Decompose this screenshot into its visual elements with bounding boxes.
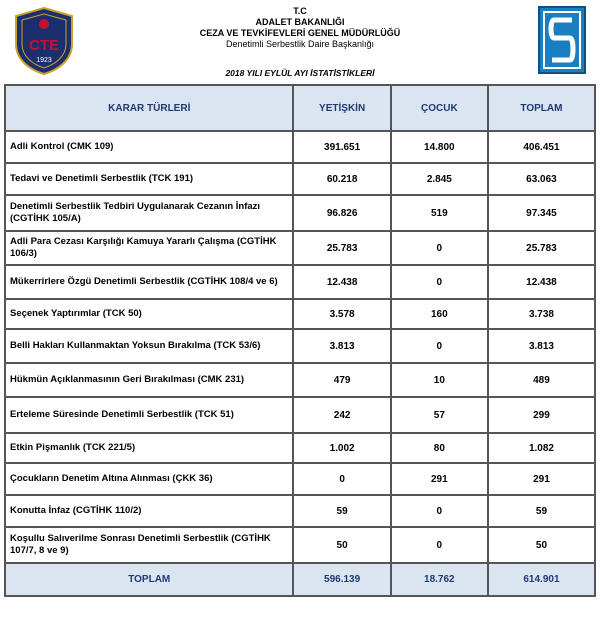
table-row (5, 527, 595, 563)
col-header-yetiskin: YETİŞKİN (293, 85, 390, 131)
row-label: Mükerrirlere Özgü Denetimli Serbestlik (CGTİHK 108/4 ve 6) (5, 265, 293, 299)
cell-cocuk: 14.800 (391, 131, 488, 163)
table-row (5, 195, 595, 231)
cell-yetiskin: 60.218 (293, 163, 390, 195)
cell-toplam: 3.813 (488, 329, 595, 363)
cell-yetiskin: 3.813 (293, 329, 390, 363)
cell-cocuk: 57 (391, 397, 488, 433)
col-header-karar-turleri: KARAR TÜRLERİ (5, 85, 293, 131)
row-label: Etkin Pişmanlık (TCK 221/5) (5, 433, 293, 463)
row-label: Seçenek Yaptırımlar (TCK 50) (5, 299, 293, 329)
emblem-year: 1923 (36, 57, 52, 64)
cell-yetiskin: 96.826 (293, 195, 390, 231)
cell-toplam: 406.451 (488, 131, 595, 163)
col-header-cocuk: ÇOCUK (391, 85, 488, 131)
cell-yetiskin: 242 (293, 397, 390, 433)
cell-yetiskin: 1.002 (293, 433, 390, 463)
table-row (5, 131, 595, 163)
tc-label: T.C (293, 6, 307, 16)
cell-yetiskin: 391.651 (293, 131, 390, 163)
row-label: Adli Kontrol (CMK 109) (5, 131, 293, 163)
table-row (5, 363, 595, 397)
cell-toplam: 63.063 (488, 163, 595, 195)
cell-cocuk: 160 (391, 299, 488, 329)
table-total-row (5, 563, 595, 596)
row-label: Belli Hakları Kullanmaktan Yoksun Bırakılma (TCK 53/6) (5, 329, 293, 363)
total-cocuk: 18.762 (391, 563, 488, 596)
row-label: Tedavi ve Denetimli Serbestlik (TCK 191) (5, 163, 293, 195)
table-row (5, 433, 595, 463)
cell-cocuk: 519 (391, 195, 488, 231)
table-row (5, 299, 595, 329)
cell-toplam: 50 (488, 527, 595, 563)
header-titles (130, 6, 470, 50)
cell-cocuk: 0 (391, 527, 488, 563)
table-row (5, 163, 595, 195)
cell-toplam: 97.345 (488, 195, 595, 231)
col-header-toplam: TOPLAM (488, 85, 595, 131)
cell-toplam: 299 (488, 397, 595, 433)
cell-cocuk: 0 (391, 231, 488, 265)
cell-toplam: 59 (488, 495, 595, 527)
statistics-table (4, 84, 596, 597)
cell-yetiskin: 0 (293, 463, 390, 495)
row-label: Koşullu Salıverilme Sonrası Denetimli Serbestlik (CGTİHK 107/7, 8 ve 9) (5, 527, 293, 563)
total-toplam: 614.901 (488, 563, 595, 596)
table-row (5, 265, 595, 299)
cell-toplam: 25.783 (488, 231, 595, 265)
row-label: Çocukların Denetim Altına Alınması (ÇKK 36) (5, 463, 293, 495)
cell-cocuk: 2.845 (391, 163, 488, 195)
row-label: Hükmün Açıklanmasının Geri Bırakılması (CMK 231) (5, 363, 293, 397)
table-row (5, 495, 595, 527)
cell-cocuk: 0 (391, 329, 488, 363)
cell-cocuk: 0 (391, 265, 488, 299)
cell-yetiskin: 3.578 (293, 299, 390, 329)
cell-cocuk: 80 (391, 433, 488, 463)
cell-yetiskin: 59 (293, 495, 390, 527)
cell-cocuk: 291 (391, 463, 488, 495)
row-label: Denetimli Serbestlik Tedbiri Uygulanarak Cezanın İnfazı (CGTİHK 105/A) (5, 195, 293, 231)
cell-yetiskin: 25.783 (293, 231, 390, 265)
cell-toplam: 12.438 (488, 265, 595, 299)
table-row (5, 329, 595, 363)
total-yetiskin: 596.139 (293, 563, 390, 596)
cell-cocuk: 10 (391, 363, 488, 397)
directorate-name: CEZA VE TEVKİFEVLERİ GENEL MÜDÜRLÜĞÜ (199, 28, 401, 38)
document-header (0, 0, 600, 82)
row-label: Erteleme Süresinde Denetimli Serbestlik (TCK 51) (5, 397, 293, 433)
table-row (5, 463, 595, 495)
department-name: Denetimli Serbestlik Daire Başkanlığı (225, 39, 375, 49)
report-subtitle: 2018 YILI EYLÜL AYI İSTATİSTİKLERİ (225, 68, 375, 78)
cell-toplam: 291 (488, 463, 595, 495)
table-row (5, 397, 595, 433)
cell-yetiskin: 50 (293, 527, 390, 563)
row-label: Konutta İnfaz (CGTİHK 110/2) (5, 495, 293, 527)
cell-toplam: 3.738 (488, 299, 595, 329)
total-label: TOPLAM (5, 563, 293, 596)
cell-yetiskin: 12.438 (293, 265, 390, 299)
ceza-tevkifevleri-emblem-icon (12, 6, 76, 76)
table-header-row (5, 85, 595, 131)
denetimli-serbestlik-logo-icon (538, 6, 586, 74)
cell-yetiskin: 479 (293, 363, 390, 397)
emblem-letters: CTE (29, 37, 59, 54)
cell-toplam: 1.082 (488, 433, 595, 463)
cell-toplam: 489 (488, 363, 595, 397)
row-label: Adli Para Cezası Karşılığı Kamuya Yararlı Çalışma (CGTİHK 106/3) (5, 231, 293, 265)
table-row (5, 231, 595, 265)
ministry-name: ADALET BAKANLIĞI (255, 17, 345, 27)
cell-cocuk: 0 (391, 495, 488, 527)
